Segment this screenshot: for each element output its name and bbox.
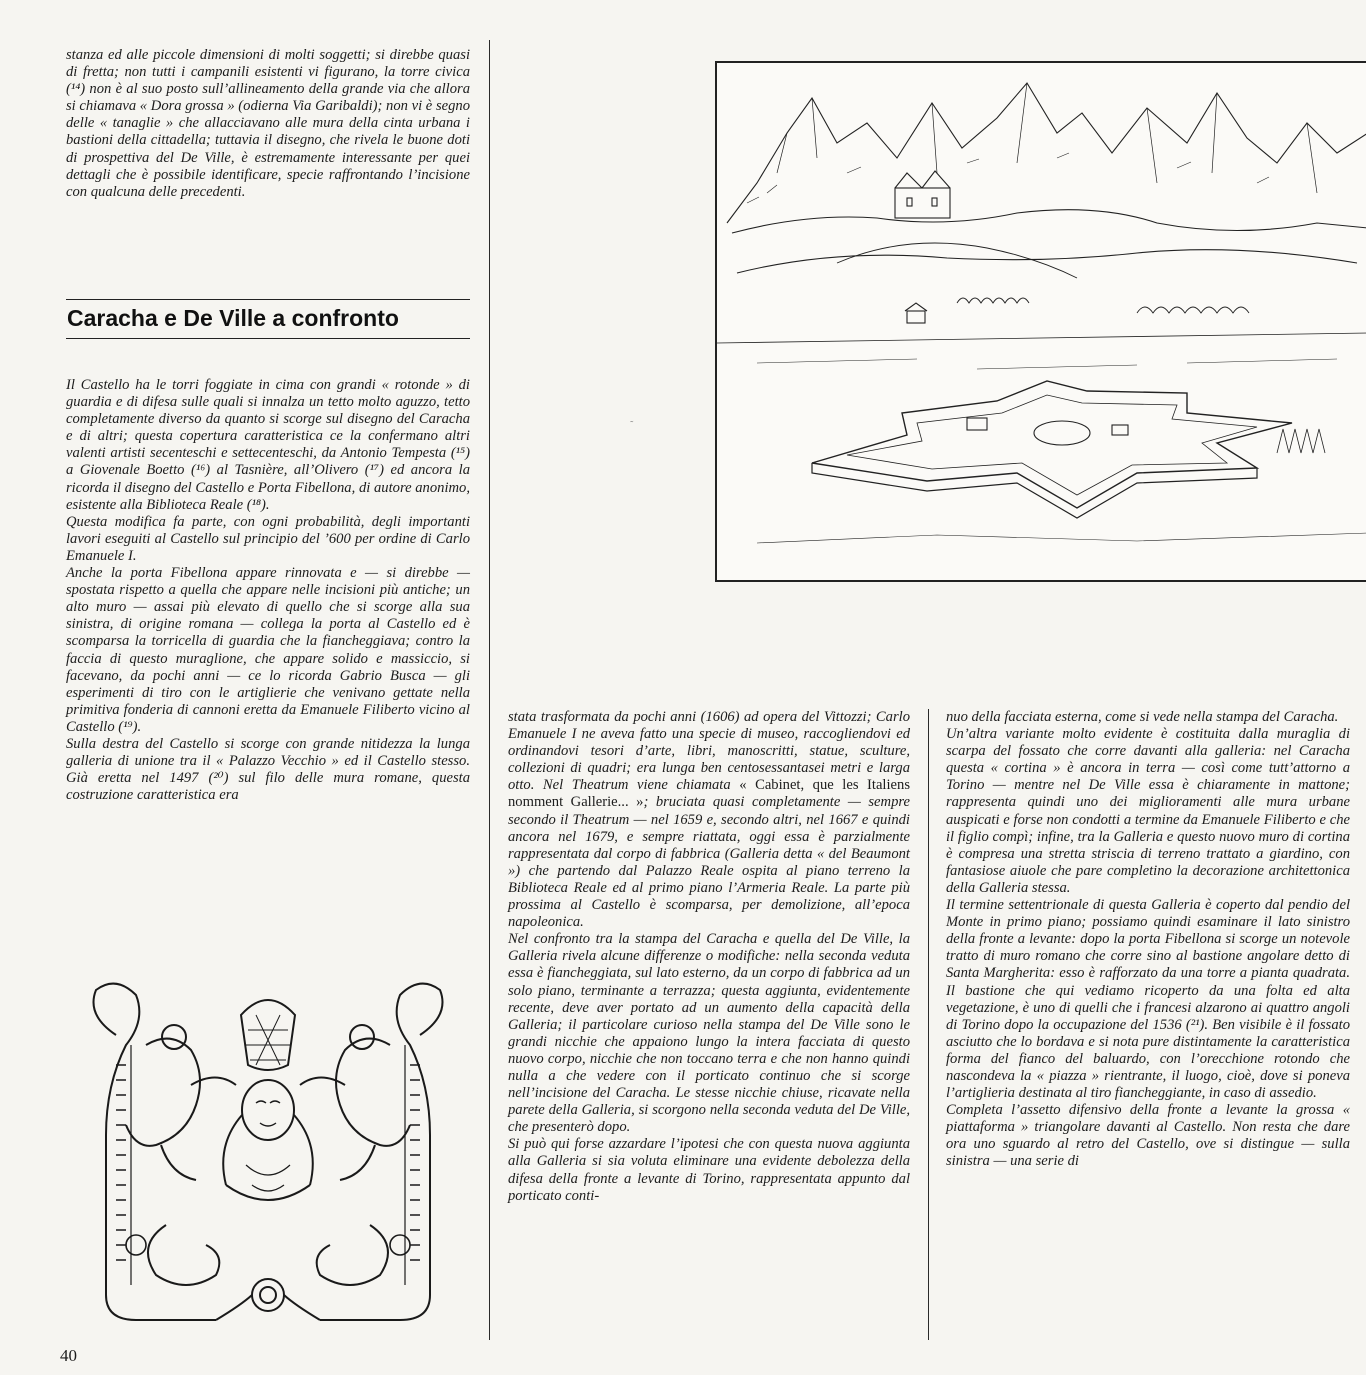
paragraph: Anche la porta Fibellona appare rinnovata e — si direbbe — spostata rispetto a quella che appare nelle incisioni più antiche; un alto muro — assai più elevato di quello che si scorge alla sua sinistra, di origine romana — collega la porta al Castello ed è scomparsa la torricella di guardia che la fiancheggiava; contro la faccia di questo muraglione, che appare solido e massiccio, si facevano, da pochi anni — ce lo ricorda Gabrio Busca — gli esperimenti di tiro con le artiglierie che venivano gettate nella primitiva fonderia di cannoni eretta da Emanuele Filiberto vicino al Castello (¹⁹).: [66, 565, 470, 735]
paragraph: stanza ed alle piccole dimensioni di molti soggetti; si direbbe quasi di fretta; non tutti i campanili esistenti vi figurano, la torre civica (¹⁴) non è al suo posto sull’allineamento della grande via che allora si chiamava « Dora grossa » (odierna Via Garibaldi); non vi è segno delle « tanaglie » che allacciavano alle mura della cinta urbana i bastioni della cittadella; tuttavia il disegno, che rivela le buone doti di prospettiva del De Ville, è estremamente interessante per quei dettagli che è possibile identificare, specie raffrontando l’incisione con qualcuna delle precedenti.: [66, 47, 470, 200]
paragraph-part: stata trasformata da pochi anni (1606) ad opera del Vittozzi; Carlo Emanuele I ne aveva fatto una specie di museo, raccogliendovi ed ordinandovi tesori d’arte, libri, manoscritti, statue, sculture, collezioni di quadri; era lunga ben centosessantasei metri e larga otto. Nel Theatrum viene chiamata: [508, 709, 910, 794]
paragraph: Sulla destra del Castello si scorge con grande nitidezza la lunga galleria di unione tra il « Palazzo Vecchio » ed il Castello stesso. Già eretta nel 1497 (²⁰) sul filo delle mura romane, questa costruzione caratteristica era: [66, 735, 470, 804]
paragraph: Un’altra variante molto evidente è costituita dalla muraglia di scarpa del fossato che corre davanti alla galleria: nel Caracha questa « cortina » è ancora in terra — così come tutt’attorno a Torino — mentre nel De Ville essa è chiaramente in mattone; rappresenta quindi uno dei miglioramenti alle mura urbane auspicati e forse non condotti a termine da Emanuele Filiberto e che il figlio compì; infine, tra la Galleria e questo nuovo muro di cortina è compresa una stretta striscia di terreno trattato a giardino, con fantasiose aiuole che pare completino la decorazione architettonica della Galleria stessa.: [946, 726, 1350, 896]
paragraph: nuo della facciata esterna, come si vede nella stampa del Caracha.: [946, 709, 1339, 725]
baroque-ornament: [76, 975, 460, 1335]
ornament-drawing: [76, 975, 460, 1335]
paragraph: Il Castello ha le torri foggiate in cima con grandi « rotonde » di guardia e di difesa sulle quali si innalza un tetto molto aguzzo, tetto completamente diverso da quanto si scorge sul disegno del Caracha e di altri; questa copertura caratteristica ce la confermano altri valenti artisti secenteschi e settecenteschi, da Antonio Tempesta (¹⁵) a Giovenale Boetto (¹⁶) al Tasnière, all’Olivero (¹⁷) ed ancora la ricorda il disegno del Castello e Porta Fibellona, di autore anonimo, esistente alla Biblioteca Reale (¹⁸).: [66, 377, 470, 513]
quotation: « Cabinet, que les Italiens nomment Gallerie... »: [508, 777, 910, 811]
page-number: 40: [60, 1346, 77, 1365]
paragraph: Si può qui forse azzardare l’ipotesi che con questa nuova aggiunta alla Galleria si sia voluta eliminare una evidente debolezza della difesa della fronte a levante di Torino, rappresentata appunto dal porticato conti-: [508, 1136, 910, 1204]
paragraph: [508, 709, 910, 931]
paragraph: Questa modifica fa parte, con ogni probabilità, degli importanti lavori eseguiti al Castello sul principio del ’600 per ordine di Carlo Emanuele I.: [66, 513, 470, 564]
column-right: [946, 709, 1350, 1171]
section-heading-box: [66, 299, 470, 339]
paragraph: Completa l’assetto difensivo della fronte a levante la grossa « piattaforma » triangolare davanti al Castello. Non resta che dare ora uno sguardo al retro del Castello, ove si distingue — sulla sinistra — una serie di: [946, 1102, 1350, 1170]
paragraph: Nel confronto tra la stampa del Caracha e quella del De Ville, la Galleria rivela alcune differenze o modifiche: nella seconda veduta essa è fiancheggiata, sul lato esterno, da un corpo di fabbrica ad un solo piano, terminante a terrazza; questa aggiunta, evidentemente recente, deve aver portato ad un aumento della capacità della Galleria; il particolare curioso nella stampa del De Ville sono le grandi nicchie che appaiono lungo la intera facciata di questo nuovo corpo, nicchie che non toccano terra e che non hanno quindi nulla a che vedere con il porticato continuo che si scorge nell’incisione del Caracha. Le stesse nicchie chiuse, ricavate nella parete della Galleria, si scorgono nella seconda veduta del De Ville, che presenterò dopo.: [508, 931, 910, 1136]
column-middle: [508, 709, 910, 1205]
stray-mark: ˜: [630, 420, 634, 431]
paragraph-part: ; bruciata quasi completamente — sempre secondo il Theatrum — nel 1659 e, secondo altri, nel 1667 e quindi ancora nel 1679, e sempre riattata, oggi essa è parzialmente rappresentata dal corpo di fabbrica (Galleria detta « del Beaumont ») che partendo dal Palazzo Reale ospita al piano terreno la Biblioteca Reale ed al primo piano l’Armeria Reale. La parte più prossima al Castello è scomparsa, per demolizione, all’epoca napoleonica.: [508, 794, 910, 931]
citadel-engraving: [715, 61, 1366, 582]
column-left-bottom: [66, 377, 470, 804]
column-divider: [928, 709, 929, 1340]
column-left-top: [66, 47, 470, 201]
paragraph: Il termine settentrionale di questa Galleria è coperto dal pendio del Monte in primo piano; possiamo quindi esaminare il lato sinistro della fronte a levante: dopo la porta Fibellona si scorge un notevole tratto di muro romano che corre sino al bastione angolare detto di Santa Margherita: esso è rafforzato da una torre a pianta quadrata. Il bastione che qui vediamo ricoperto da una folta ed alta vegetazione, è uno di quelli che i francesi alzarono ai quattro angoli di Torino dopo la occupazione del 1536 (²¹). Ben visibile è il fossato asciutto che lo bordava e si nota pure distintamente la caratteristica forma del fianco del baluardo, con l’orecchione rotondo che nascondeva la « piazza » rientrante, il luogo, cioè, dove si poneva l’artiglieria destinata al tiro fiancheggiante, in caso di assedio.: [946, 897, 1350, 1102]
column-divider: [489, 40, 490, 1340]
engraving-drawing: [717, 63, 1366, 580]
section-heading: Caracha e De Ville a confronto: [67, 305, 399, 331]
